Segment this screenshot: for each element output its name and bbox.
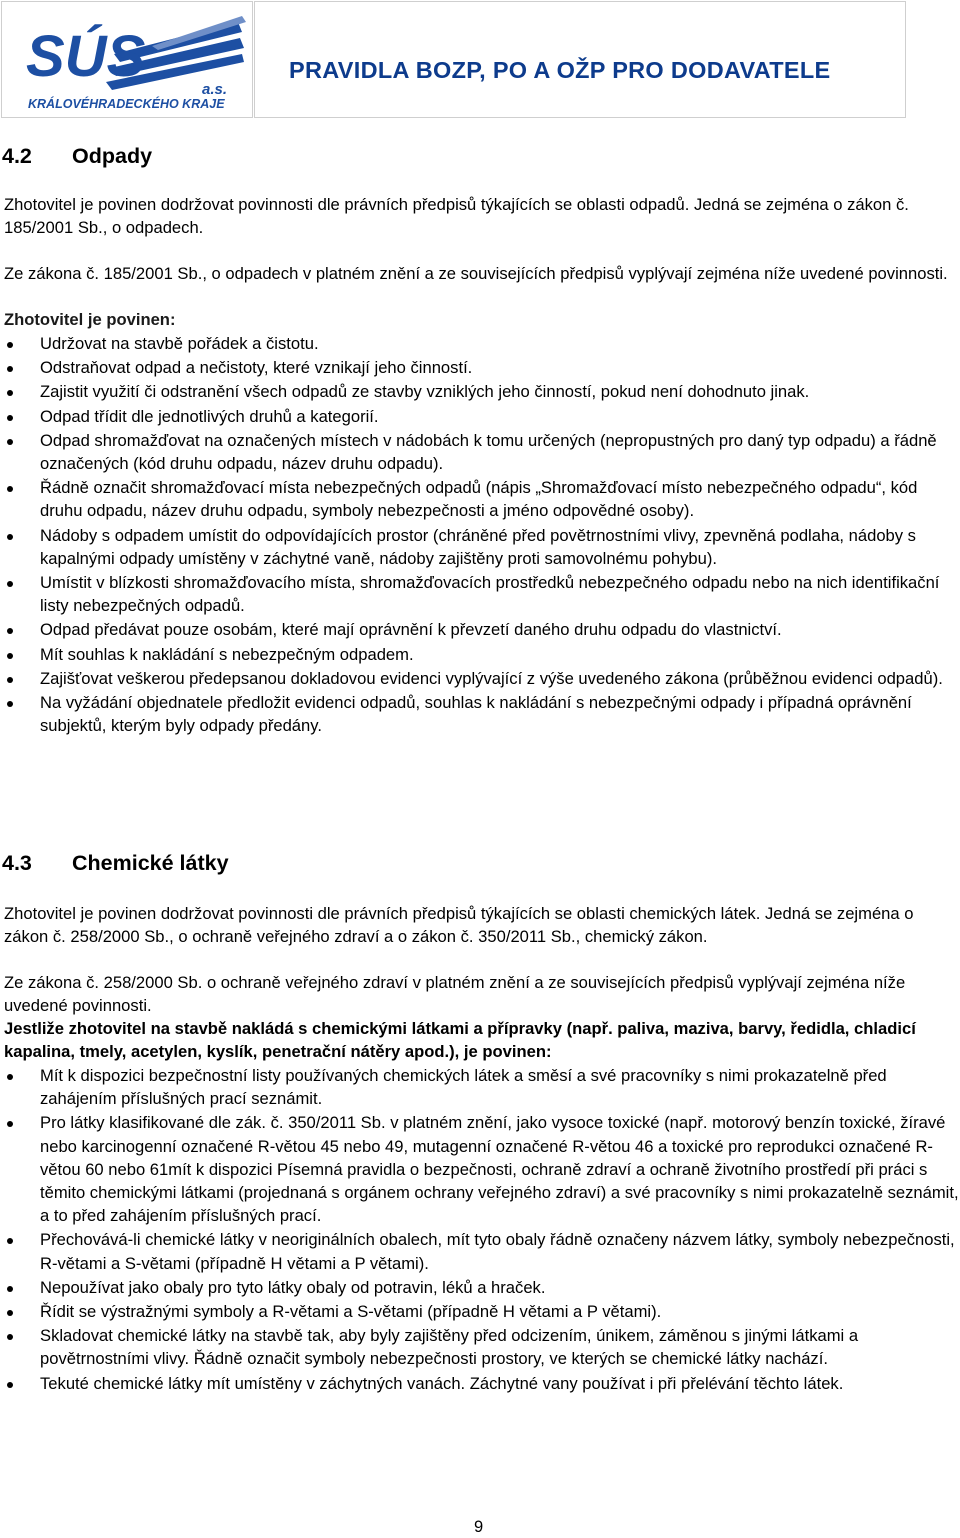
section-number: 4.3: [2, 851, 32, 875]
list-item: [4, 476, 960, 522]
list-item-text: Nepoužívat jako obaly pro tyto látky obaly od potravin, léků a hraček.: [40, 1277, 546, 1297]
list-item-text: Řádně označit shromažďovací místa nebezpečných odpadů (nápis „Shromažďovací místo nebezpečného odpadu“, kód druhu odpadu, název druhu odpadu, symboly nebezpečnosti a jméno odpovědné osoby).: [40, 478, 918, 521]
list-item-text: Udržovat na stavbě pořádek a čistotu.: [40, 334, 319, 353]
list-item-text: Mít k dispozici bezpečnostní listy používaných chemických látek a směsí a své pracovníky s nimi prokazatelně před zahájením příslušných prací seznámit.: [40, 1066, 887, 1109]
list-item-text: Pro látky klasifikované dle zák. č. 350/2011 Sb. v platném znění, jako vysoce toxické (např. motorový benzín toxické, žíravé nebo karcinogenní označené R-větou 45 nebo 49, mutagenní označené R-větou 46 a toxické pro reprodukci označené R-větou 60 nebo 61mít k dispozici Písemná pravidla o bezpečnosti, ochraně zdraví a ochraně životního prostředí při práci s těmito chemickými látkami (projednaná s orgánem ochrany veřejného zdraví) a své pracovníky s nimi prokazatelně seznámit, a to před zahájením příslušných prací.: [40, 1113, 959, 1226]
list-item: [4, 524, 960, 570]
list-item-text: Zajišťovat veškerou předepsanou dokladovou evidenci vyplývající z výše uvedeného zákona (průběžnou evidenci odpadů).: [40, 668, 943, 688]
section-title: Odpady: [72, 144, 153, 168]
company-logo: [1, 1, 253, 118]
document-title: PRAVIDLA BOZP, PO A OŽP PRO DODAVATELE: [289, 57, 831, 83]
list-item-text: Přechovává-li chemické látky v neoriginálních obalech, mít tyto obaly řádně označeny názvem látky, symboly nebezpečnosti, R-větami a S-větami (případně H větami a P větami).: [40, 1230, 955, 1273]
paragraph-intro-odpady: Zhotovitel je povinen dodržovat povinnosti dle právních předpisů týkajících se oblasti odpadů. Jedná se zejména o zákon č. 185/2001 Sb., o odpadech.: [4, 195, 909, 238]
bullet-icon: [7, 439, 13, 445]
list-item-text: Zajistit využití či odstranění všech odpadů ze stavby vzniklých jeho činností, pokud není dohodnuto jinak.: [40, 382, 810, 402]
list-item: [4, 1372, 960, 1395]
section-number: 4.2: [2, 144, 32, 168]
section-title: Chemické látky: [72, 851, 229, 875]
list-item-text: Umístit v blízkosti shromažďovacího místa, shromažďovacích prostředků nebezpečného odpadu nebo na nich identifikační listy nebezpečných odpadů.: [40, 573, 940, 616]
section-heading-odpady: [2, 144, 152, 169]
list-item: [4, 1300, 960, 1323]
list-item-text: Tekuté chemické látky mít umístěny v záchytných vanách. Záchytné vany používat i při přelévání těchto látek.: [40, 1373, 844, 1393]
bullet-icon: [7, 628, 13, 634]
svg-text:a.s.: a.s.: [202, 81, 228, 98]
list-item: [4, 667, 960, 690]
list-item-text: Skladovat chemické látky na stavbě tak, aby byly zajištěny před odcizením, únikem, záměnou s jinými látkami a povětrnostními vlivy. Řádně označit symboly nebezpečnosti prostory, ve kterých se chemické látky nachází.: [40, 1326, 859, 1369]
bullet-icon: [7, 366, 13, 372]
bullet-icon: [7, 1074, 13, 1080]
bullet-icon: [7, 1286, 13, 1292]
bullet-icon: [7, 486, 13, 492]
lead-chem: Jestliže zhotovitel na stavbě nakládá s chemickými látkami a přípravky (např. paliva, maziva, barvy, ředidla, chladicí kapalina, tmely, acetylen, kyslík, penetrační nátěry apod.), je povinen:: [4, 1019, 916, 1062]
list-item-text: Odpad předávat pouze osobám, které mají oprávnění k převzetí daného druhu odpadu do vlastnictví.: [40, 620, 782, 640]
bullet-icon: [7, 1382, 13, 1388]
list-item-text: Nádoby s odpadem umístit do odpovídajících prostor (chráněné před povětrnostními vlivy, zpevněná podlaha, nádoby s kapalnými odpady umístěny v záchytné vaně, nádoby zajištěny proti samovolnému pohybu).: [40, 525, 916, 568]
bullet-icon: [7, 1121, 13, 1127]
list-item: [4, 1228, 960, 1274]
paragraph-law-chem: Ze zákona č. 258/2000 Sb. o ochraně veřejného zdraví v platném znění a ze souvisejících předpisů vyplývají zejména níže uvedené povinnosti.: [4, 973, 906, 1016]
bullet-icon: [7, 581, 13, 587]
list-item: [4, 405, 960, 428]
bullet-icon: [7, 1238, 13, 1244]
list-item: [4, 1111, 960, 1227]
list-item: [4, 356, 960, 379]
svg-text:KRÁLOVÉHRADECKÉHO KRAJE: KRÁLOVÉHRADECKÉHO KRAJE: [28, 97, 225, 111]
list-item: [4, 643, 960, 666]
list-item: [4, 1276, 960, 1299]
list-item: [4, 1064, 960, 1110]
bullet-icon: [7, 1310, 13, 1316]
list-item: [4, 571, 960, 617]
list-item-text: Mít souhlas k nakládání s nebezpečným odpadem.: [40, 644, 414, 664]
svg-text:SÚS: SÚS: [26, 24, 146, 89]
list-item: [4, 380, 960, 403]
bullet-icon: [7, 342, 13, 348]
list-item: [4, 691, 960, 737]
list-item-text: Odpad třídit dle jednotlivých druhů a kategorií.: [40, 406, 379, 426]
list-item-text: Na vyžádání objednatele předložit evidenci odpadů, souhlas k nakládání s nebezpečnými odpady i případná oprávnění subjektů, kterým byly odpady předány.: [40, 693, 912, 736]
bullet-icon: [7, 534, 13, 540]
list-chem: [4, 1064, 960, 1395]
bullet-icon: [7, 1334, 13, 1340]
bullet-icon: [7, 390, 13, 396]
lead-odpady: Zhotovitel je povinen:: [4, 310, 176, 329]
header-title-box: [254, 1, 906, 118]
list-item-text: Odpad shromažďovat na označených místech v nádobách k tomu určených (nepropustných pro daný typ odpadu) a řádně označených (kód druhu odpadu, název druhu odpadu).: [40, 430, 937, 474]
list-odpady: [4, 332, 960, 737]
sus-logo-icon: [2, 2, 252, 117]
bullet-icon: [7, 415, 13, 421]
list-item-text: Řídit se výstražnými symboly a R-větami a S-větami (případně H větami a P větami).: [40, 1302, 662, 1322]
bullet-icon: [7, 677, 13, 683]
list-item: [4, 332, 960, 355]
list-item: [4, 1324, 960, 1370]
section-heading-chemicke-latky: [2, 852, 229, 875]
paragraph-law-odpady: Ze zákona č. 185/2001 Sb., o odpadech v platném znění a ze souvisejících předpisů vyplývají zejména níže uvedené povinnosti.: [4, 264, 948, 283]
list-item-text: Odstraňovat odpad a nečistoty, které vznikají jeho činností.: [40, 358, 473, 378]
page-number: 9: [474, 1518, 484, 1536]
bullet-icon: [7, 701, 13, 707]
list-item: [4, 618, 960, 641]
list-item: [4, 429, 960, 475]
bullet-icon: [7, 653, 13, 659]
paragraph-intro-chem: Zhotovitel je povinen dodržovat povinnosti dle právních předpisů týkajících se oblasti chemických látek. Jedná se zejména o zákon č. 258/2000 Sb., o ochraně veřejného zdraví a o zákon č. 350/2011 Sb., chemický zákon.: [4, 904, 914, 947]
page-header: [0, 0, 960, 120]
